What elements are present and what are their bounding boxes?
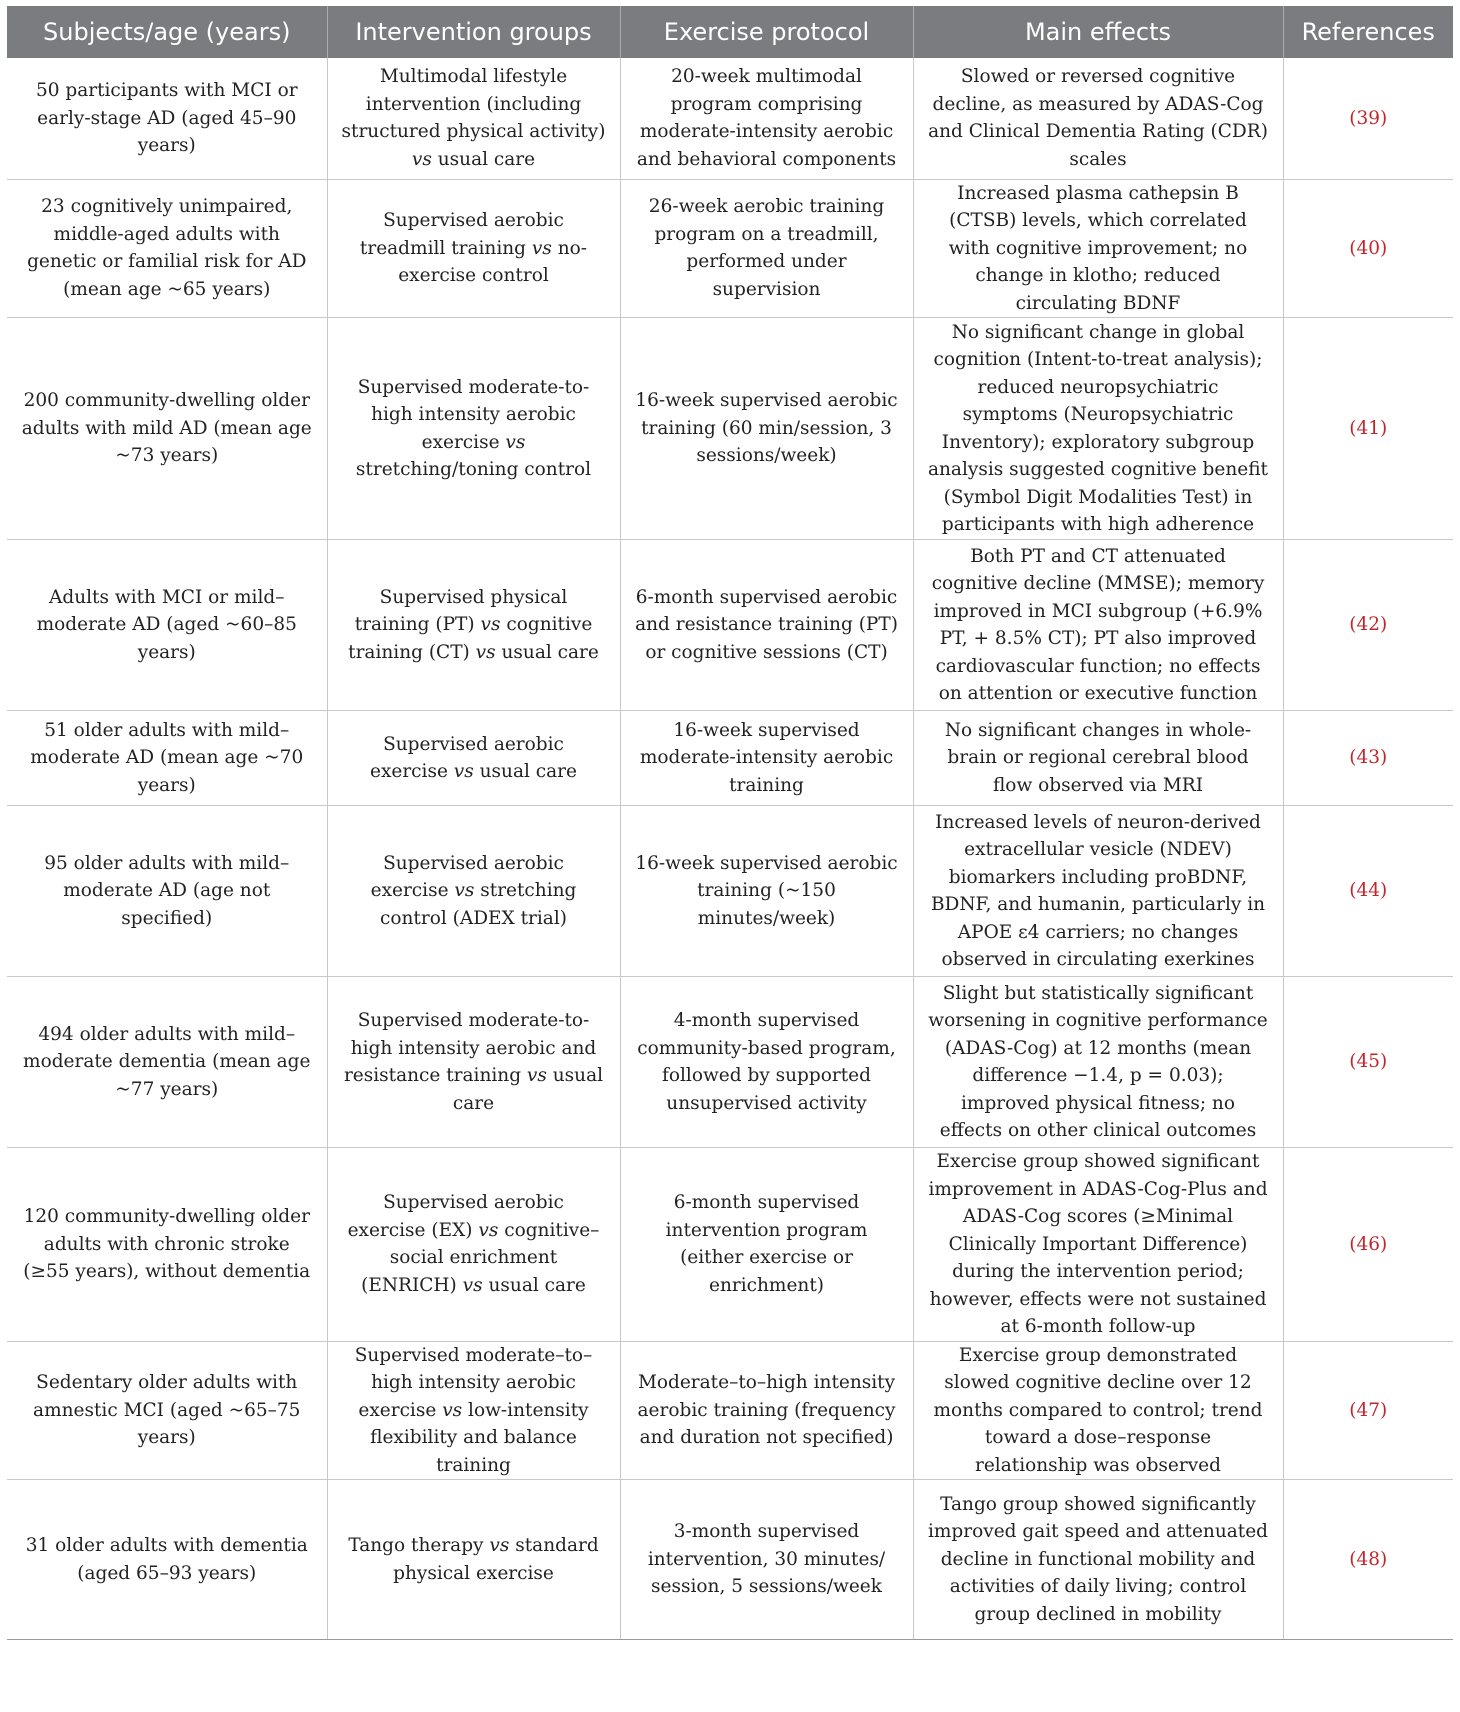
reference-link[interactable]: (47): [1283, 1341, 1453, 1480]
cell-subjects: Sedentary older adults with amnestic MCI (aged ~65–75 years): [7, 1341, 327, 1480]
cell-main-effects: Tango group showed significantly improved gait speed and attenuated decline in functional mobility and activities of daily living; control group declined in mobility: [913, 1480, 1283, 1640]
cell-subjects: Adults with MCI or mild–moderate AD (aged ~60–85 years): [7, 540, 327, 711]
table-row: [7, 806, 1453, 977]
cell-main-effects: Both PT and CT attenuated cognitive decline (MMSE); memory improved in MCI subgroup (+6.9% PT, + 8.5% CT); PT also improved cardiovascular function; no effects on attention or executive function: [913, 540, 1283, 711]
cell-intervention-groups: Supervised physical training (PT) vs cognitive training (CT) vs usual care: [327, 540, 620, 711]
cell-exercise-protocol: 6-month supervised intervention program (either exercise or enrichment): [620, 1148, 913, 1342]
cell-main-effects: Slowed or reversed cognitive decline, as measured by ADAS-Cog and Clinical Dementia Rating (CDR) scales: [913, 58, 1283, 179]
cell-intervention-groups: Supervised aerobic exercise (EX) vs cognitive–social enrichment (ENRICH) vs usual care: [327, 1148, 620, 1342]
cell-subjects: 50 participants with MCI or early-stage AD (aged 45–90 years): [7, 58, 327, 179]
reference-link[interactable]: (39): [1283, 58, 1453, 179]
cell-main-effects: Increased levels of neuron-derived extracellular vesicle (NDEV) biomarkers including proBDNF, BDNF, and humanin, particularly in APOE ε4 carriers; no changes observed in circulating exerkines: [913, 806, 1283, 977]
table-row: [7, 318, 1453, 540]
cell-main-effects: No significant changes in whole-brain or regional cerebral blood flow observed via MRI: [913, 711, 1283, 806]
table-row: [7, 1341, 1453, 1480]
table-row: [7, 540, 1453, 711]
cell-exercise-protocol: 16-week supervised aerobic training (~150 minutes/week): [620, 806, 913, 977]
cell-main-effects: Exercise group showed significant improvement in ADAS-Cog-Plus and ADAS-Cog scores (≥Minimal Clinically Important Difference) during the intervention period; however, effects were not sustained at 6-month follow-up: [913, 1148, 1283, 1342]
cell-intervention-groups: Supervised aerobic treadmill training vs no-exercise control: [327, 179, 620, 318]
reference-link[interactable]: (40): [1283, 179, 1453, 318]
cell-main-effects: Increased plasma cathepsin B (CTSB) levels, which correlated with cognitive improvement; no change in klotho; reduced circulating BDNF: [913, 179, 1283, 318]
cell-exercise-protocol: 16-week supervised aerobic training (60 min/session, 3 sessions/week): [620, 318, 913, 540]
cell-subjects: 51 older adults with mild–moderate AD (mean age ~70 years): [7, 711, 327, 806]
cell-exercise-protocol: 26-week aerobic training program on a treadmill, performed under supervision: [620, 179, 913, 318]
cell-intervention-groups: Supervised aerobic exercise vs stretching control (ADEX trial): [327, 806, 620, 977]
cell-exercise-protocol: 16-week supervised moderate-intensity aerobic training: [620, 711, 913, 806]
cell-intervention-groups: Tango therapy vs standard physical exercise: [327, 1480, 620, 1640]
cell-subjects: 31 older adults with dementia (aged 65–93 years): [7, 1480, 327, 1640]
cell-intervention-groups: Supervised aerobic exercise vs usual care: [327, 711, 620, 806]
studies-table: [7, 6, 1453, 1640]
reference-link[interactable]: (44): [1283, 806, 1453, 977]
reference-link[interactable]: (45): [1283, 977, 1453, 1148]
header-row: [7, 6, 1453, 58]
cell-subjects: 23 cognitively unimpaired, middle-aged adults with genetic or familial risk for AD (mean age ~65 years): [7, 179, 327, 318]
cell-exercise-protocol: 20-week multimodal program comprising moderate-intensity aerobic and behavioral components: [620, 58, 913, 179]
table-row: [7, 58, 1453, 179]
header-subjects: Subjects/age (years): [7, 6, 327, 58]
table-container: [7, 6, 1453, 1640]
reference-link[interactable]: (42): [1283, 540, 1453, 711]
cell-intervention-groups: Supervised moderate-to-high intensity aerobic exercise vs stretching/toning control: [327, 318, 620, 540]
cell-intervention-groups: Supervised moderate-to-high intensity aerobic and resistance training vs usual care: [327, 977, 620, 1148]
cell-exercise-protocol: 4-month supervised community-based program, followed by supported unsupervised activity: [620, 977, 913, 1148]
table-row: [7, 711, 1453, 806]
cell-subjects: 95 older adults with mild–moderate AD (age not specified): [7, 806, 327, 977]
cell-exercise-protocol: 3-month supervised intervention, 30 minutes/ session, 5 sessions/week: [620, 1480, 913, 1640]
cell-main-effects: Slight but statistically significant worsening in cognitive performance (ADAS-Cog) at 12 months (mean difference −1.4, p = 0.03); improved physical fitness; no effects on other clinical outcomes: [913, 977, 1283, 1148]
cell-subjects: 120 community-dwelling older adults with chronic stroke (≥55 years), without dementia: [7, 1148, 327, 1342]
cell-subjects: 200 community-dwelling older adults with mild AD (mean age ~73 years): [7, 318, 327, 540]
table-row: [7, 1148, 1453, 1342]
header-main-effects: Main effects: [913, 6, 1283, 58]
header-intervention-groups: Intervention groups: [327, 6, 620, 58]
cell-intervention-groups: Multimodal lifestyle intervention (including structured physical activity) vs usual care: [327, 58, 620, 179]
reference-link[interactable]: (48): [1283, 1480, 1453, 1640]
header-references: References: [1283, 6, 1453, 58]
table-row: [7, 179, 1453, 318]
cell-exercise-protocol: Moderate–to–high intensity aerobic training (frequency and duration not specified): [620, 1341, 913, 1480]
header-exercise-protocol: Exercise protocol: [620, 6, 913, 58]
cell-intervention-groups: Supervised moderate–to–high intensity aerobic exercise vs low-intensity flexibility and balance training: [327, 1341, 620, 1480]
cell-main-effects: No significant change in global cognition (Intent-to-treat analysis); reduced neuropsychiatric symptoms (Neuropsychiatric Inventory); exploratory subgroup analysis suggested cognitive benefit (Symbol Digit Modalities Test) in participants with high adherence: [913, 318, 1283, 540]
reference-link[interactable]: (46): [1283, 1148, 1453, 1342]
cell-exercise-protocol: 6-month supervised aerobic and resistance training (PT) or cognitive sessions (CT): [620, 540, 913, 711]
table-row: [7, 977, 1453, 1148]
cell-main-effects: Exercise group demonstrated slowed cognitive decline over 12 months compared to control; trend toward a dose–response relationship was observed: [913, 1341, 1283, 1480]
reference-link[interactable]: (41): [1283, 318, 1453, 540]
cell-subjects: 494 older adults with mild–moderate dementia (mean age ~77 years): [7, 977, 327, 1148]
table-row: [7, 1480, 1453, 1640]
reference-link[interactable]: (43): [1283, 711, 1453, 806]
